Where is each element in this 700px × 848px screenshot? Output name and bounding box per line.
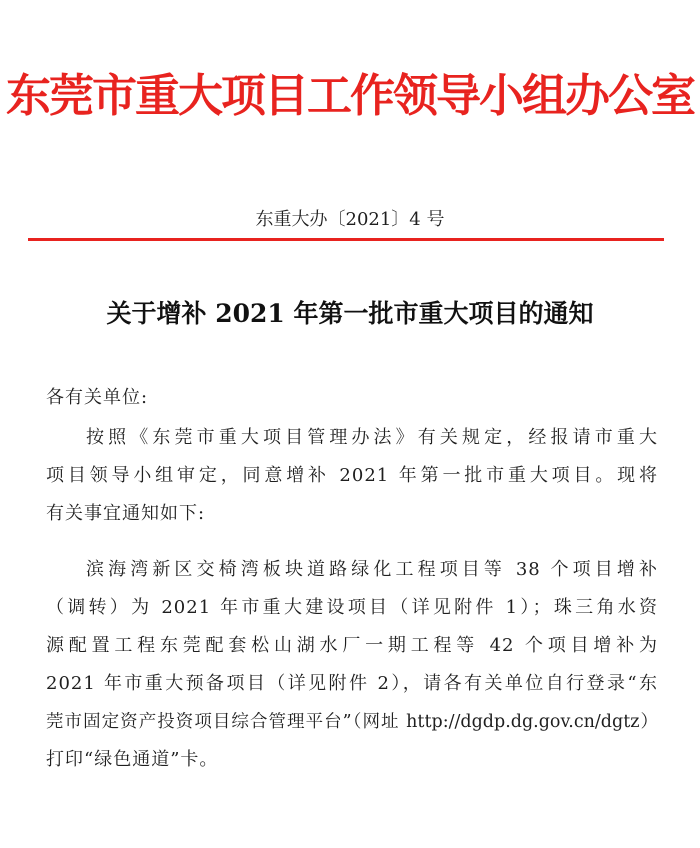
document-number: 东重大办〔2021〕4 号 [255,209,445,230]
paragraph-2-line: 滨海湾新区交椅湾板块道路绿化工程项目等 38 个项目增补 [86,559,658,580]
notice-title: 关于增补 2021 年第一批市重大项目的通知 [106,299,594,328]
paragraph-1-line: 有关事宜通知如下: [46,503,206,524]
paragraph-2-line: 2021 年市重大预备项目（详见附件 2），请各有关单位自行登录“东 [46,673,658,694]
paragraph-1-line: 项目领导小组审定，同意增补 2021 年第一批市重大项目。现将 [46,465,658,486]
paragraph-1-line: 按照《东莞市重大项目管理办法》有关规定，经报请市重大 [86,427,658,448]
paragraph-2-line: （调转）为 2021 年市重大建设项目（详见附件 1）；珠三角水资 [46,597,658,618]
paragraph-1 [46,419,658,533]
paragraph-2 [46,551,658,779]
salutation [46,379,658,417]
paragraph-2-line: 莞市固定资产投资项目综合管理平台”（网址 http://dgdp.dg.gov.cn/dgtz） [46,712,658,732]
issuing-organization-title: 东莞市重大项目工作领导小组办公室 [5,69,694,122]
paragraph-2-line: 打印“绿色通道”卡。 [46,749,219,770]
paragraph-2-line: 源配置工程东莞配套松山湖水厂一期工程等 42 个项目增补为 [46,635,658,656]
salutation-text: 各有关单位: [46,387,149,408]
red-divider-line [28,238,664,241]
